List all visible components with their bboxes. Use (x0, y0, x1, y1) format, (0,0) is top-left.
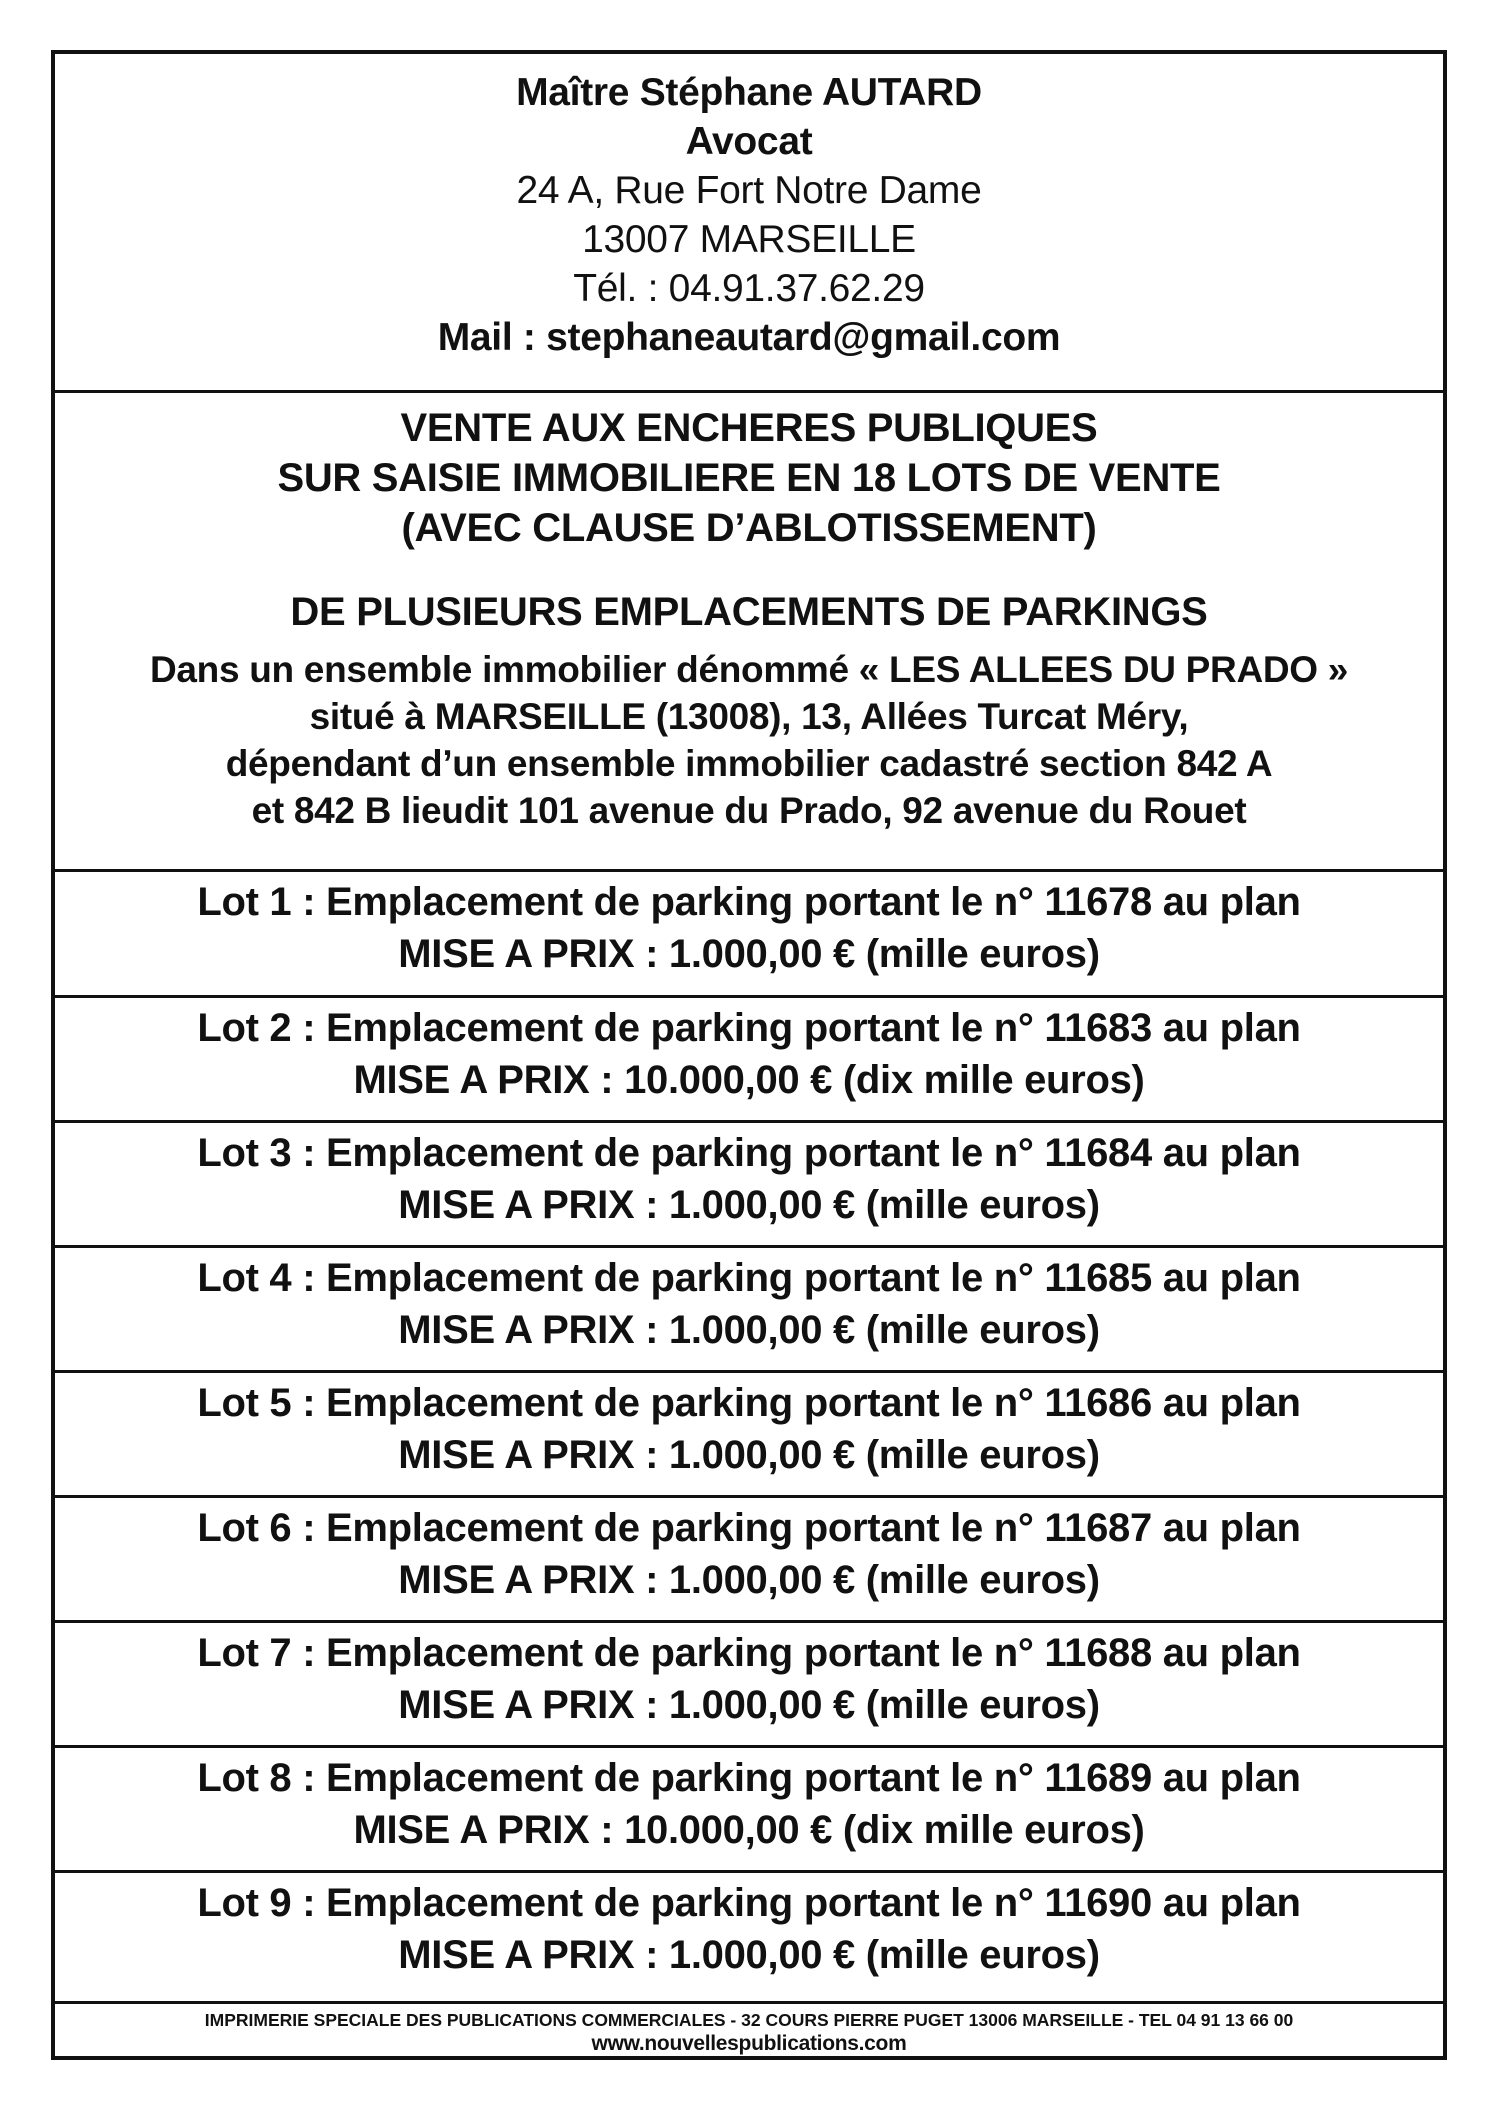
lawyer-name: Maître Stéphane AUTARD (516, 71, 982, 114)
lot-price: MISE A PRIX : 1.000,00 € (mille euros) (398, 1308, 1100, 1352)
sale-subtitle: DE PLUSIEURS EMPLACEMENTS DE PARKINGS (290, 590, 1208, 634)
lot-block (55, 1002, 1443, 1106)
lot-price: MISE A PRIX : 1.000,00 € (mille euros) (398, 1183, 1100, 1227)
lot-price: MISE A PRIX : 1.000,00 € (mille euros) (398, 1683, 1100, 1727)
divider (55, 390, 1443, 393)
lot-block (55, 1752, 1443, 1856)
divider (55, 1120, 1443, 1123)
sale-title-line3: (AVEC CLAUSE D’ABLOTISSEMENT) (401, 506, 1097, 550)
lot-title: Lot 3 : Emplacement de parking portant le n° 11684 au plan (197, 1131, 1301, 1175)
divider (55, 1620, 1443, 1623)
divider (55, 1495, 1443, 1498)
address-city: 13007 MARSEILLE (582, 218, 916, 261)
divider (55, 1745, 1443, 1748)
property-desc-line2: situé à MARSEILLE (13008), 13, Allées Turcat Méry, (309, 696, 1189, 737)
lot-price: MISE A PRIX : 1.000,00 € (mille euros) (398, 1933, 1100, 1977)
lot-title: Lot 4 : Emplacement de parking portant le n° 11685 au plan (197, 1256, 1301, 1300)
address-street: 24 A, Rue Fort Notre Dame (516, 169, 982, 212)
printer-footer (55, 2008, 1443, 2056)
sale-title-line1: VENTE AUX ENCHERES PUBLIQUES (400, 406, 1098, 450)
divider (55, 1370, 1443, 1373)
property-desc-line1: Dans un ensemble immobilier dénommé « LES ALLEES DU PRADO » (149, 649, 1349, 690)
printer-info: IMPRIMERIE SPECIALE DES PUBLICATIONS COMMERCIALES - 32 COURS PIERRE PUGET 13006 MARSEILLE - TEL 04 91 13 66 00 (204, 2010, 1294, 2030)
lot-title: Lot 7 : Emplacement de parking portant le n° 11688 au plan (197, 1631, 1301, 1675)
printer-website: www.nouvellespublications.com (591, 2032, 907, 2055)
lot-block (55, 1127, 1443, 1231)
lot-title: Lot 9 : Emplacement de parking portant le n° 11690 au plan (197, 1881, 1301, 1925)
property-desc-line3: dépendant d’un ensemble immobilier cadastré section 842 A (225, 743, 1273, 784)
lot-title: Lot 2 : Emplacement de parking portant le n° 11683 au plan (197, 1006, 1301, 1050)
lawyer-contact-block (55, 68, 1443, 362)
lot-title: Lot 8 : Emplacement de parking portant le n° 11689 au plan (197, 1756, 1301, 1800)
divider (55, 2001, 1443, 2004)
lot-block (55, 876, 1443, 980)
lot-block (55, 1252, 1443, 1356)
sale-title-line2: SUR SAISIE IMMOBILIERE EN 18 LOTS DE VENTE (277, 456, 1221, 500)
lot-block (55, 1627, 1443, 1731)
lot-price: MISE A PRIX : 10.000,00 € (dix mille euros) (353, 1058, 1145, 1102)
property-description (55, 646, 1443, 834)
lot-block (55, 1877, 1443, 1981)
divider (55, 1870, 1443, 1873)
notice-frame (51, 50, 1447, 2060)
lot-block (55, 1502, 1443, 1606)
divider (55, 1245, 1443, 1248)
lot-price: MISE A PRIX : 1.000,00 € (mille euros) (398, 932, 1100, 976)
lot-title: Lot 5 : Emplacement de parking portant le n° 11686 au plan (197, 1381, 1301, 1425)
email-address: Mail : stephaneautard@gmail.com (437, 316, 1061, 359)
lot-title: Lot 1 : Emplacement de parking portant le n° 11678 au plan (197, 880, 1301, 924)
divider (55, 995, 1443, 998)
sale-announcement (55, 403, 1443, 553)
lot-block (55, 1377, 1443, 1481)
lot-price: MISE A PRIX : 1.000,00 € (mille euros) (398, 1558, 1100, 1602)
lot-price: MISE A PRIX : 1.000,00 € (mille euros) (398, 1433, 1100, 1477)
phone-number: Tél. : 04.91.37.62.29 (573, 267, 925, 310)
sale-subtitle-block (55, 587, 1443, 637)
lot-price: MISE A PRIX : 10.000,00 € (dix mille euros) (353, 1808, 1145, 1852)
divider (55, 869, 1443, 872)
lot-title: Lot 6 : Emplacement de parking portant le n° 11687 au plan (197, 1506, 1301, 1550)
lawyer-title: Avocat (685, 120, 813, 163)
property-desc-line4: et 842 B lieudit 101 avenue du Prado, 92 avenue du Rouet (251, 790, 1247, 831)
